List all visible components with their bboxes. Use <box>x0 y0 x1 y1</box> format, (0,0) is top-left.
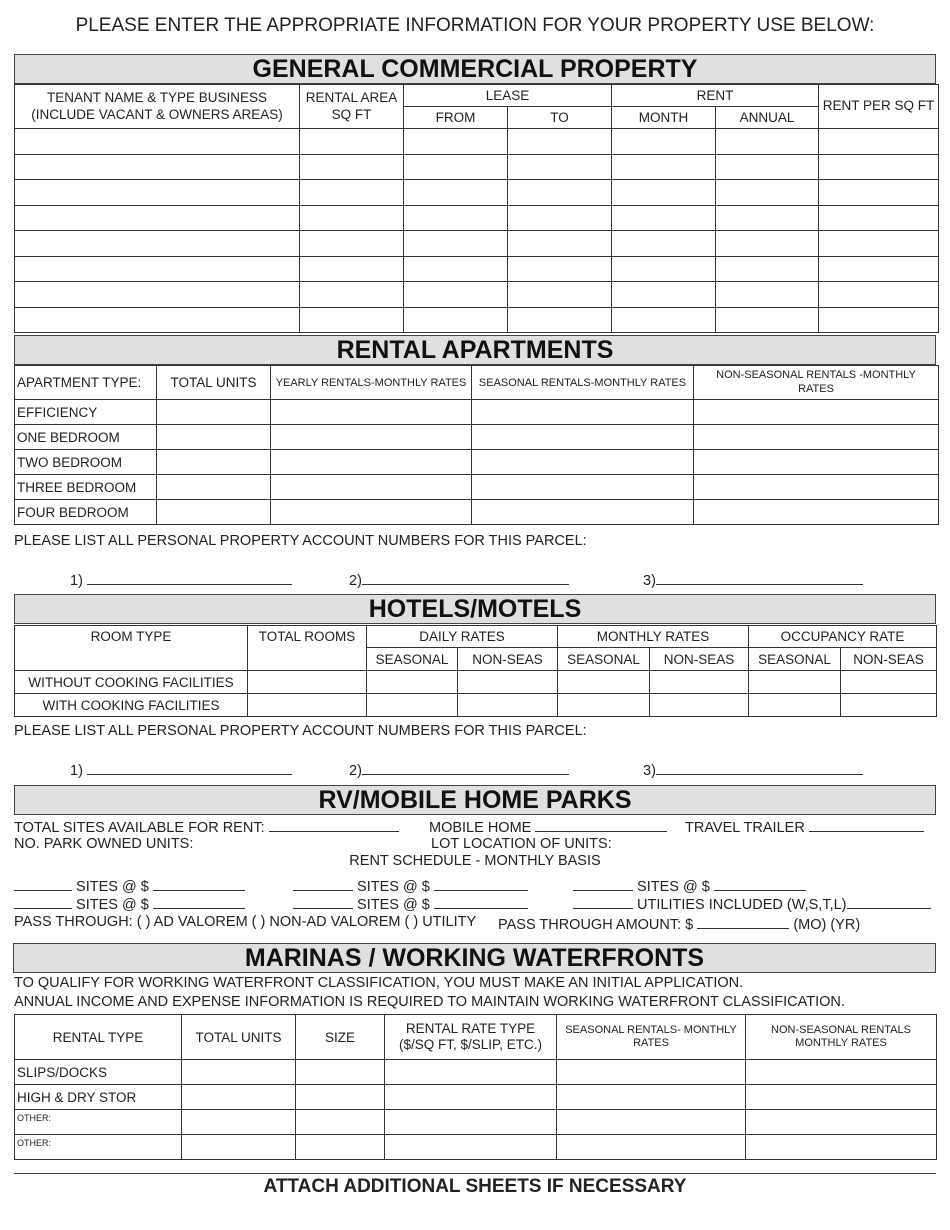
utilities-label: UTILITIES INCLUDED (W,S,T,L) <box>637 897 847 913</box>
col-nonseasonal-header: NON-SEASONAL RENTALS MONTHLY RATES <box>746 1015 937 1060</box>
lease-to-cell[interactable] <box>508 256 612 282</box>
commercial-section-title: GENERAL COMMERCIAL PROPERTY <box>14 54 936 84</box>
account-number-2 <box>349 570 569 589</box>
rate-type-cell[interactable] <box>385 1110 557 1135</box>
account-number-1b <box>70 760 292 779</box>
table-row <box>15 450 939 475</box>
rent-month-cell[interactable] <box>612 282 716 308</box>
rent-sqft-cell[interactable] <box>819 205 939 231</box>
rate-cell[interactable] <box>841 694 937 717</box>
rental-type-other-label: OTHER: <box>15 1110 182 1135</box>
units-cell[interactable] <box>157 400 271 425</box>
rate-cell[interactable] <box>749 671 841 694</box>
account-numbers-prompt-2: PLEASE LIST ALL PERSONAL PROPERTY ACCOUNT NUMBERS FOR THIS PARCEL: <box>14 723 587 739</box>
col-tenant-header: TENANT NAME & TYPE BUSINESS (INCLUDE VACANT & OWNERS AREAS) <box>15 85 300 129</box>
table-row <box>15 425 939 450</box>
units-cell[interactable] <box>157 450 271 475</box>
rate-cell[interactable] <box>458 671 558 694</box>
col-monthly-rates-header: MONTHLY RATES <box>558 626 749 648</box>
nonseasonal-cell[interactable] <box>694 425 939 450</box>
marinas-note-1: TO QUALIFY FOR WORKING WATERFRONT CLASSIFICATION, YOU MUST MAKE AN INITIAL APPLICATION. <box>14 975 744 991</box>
col-month-header: MONTH <box>612 107 716 129</box>
area-cell[interactable] <box>300 231 404 257</box>
sites-rate-field[interactable] <box>153 894 245 909</box>
sites-count-field[interactable] <box>573 876 633 891</box>
rate-cell[interactable] <box>367 671 458 694</box>
col-lease-header: LEASE <box>404 85 612 107</box>
rate-cell[interactable] <box>558 694 650 717</box>
area-cell[interactable] <box>300 307 404 333</box>
account-number-3b-label: 3) <box>643 763 656 779</box>
account-number-3b-field[interactable] <box>656 760 863 775</box>
rate-cell[interactable] <box>367 694 458 717</box>
park-owned-label: NO. PARK OWNED UNITS: <box>14 836 194 852</box>
travel-trailer-label: TRAVEL TRAILER <box>685 820 805 836</box>
col-apartment-type-header: APARTMENT TYPE: <box>15 366 157 400</box>
units-cell[interactable] <box>182 1110 296 1135</box>
sites-count-field[interactable] <box>14 876 72 891</box>
seasonal-cell[interactable] <box>472 400 694 425</box>
lot-location-label: LOT LOCATION OF UNITS: <box>431 836 612 852</box>
pass-through-options[interactable]: PASS THROUGH: ( ) AD VALOREM ( ) NON-AD VALOREM ( ) UTILITY <box>14 914 477 930</box>
account-number-3 <box>643 570 863 589</box>
lease-from-cell[interactable] <box>404 256 508 282</box>
table-row <box>15 154 939 180</box>
seasonal-cell[interactable] <box>557 1085 746 1110</box>
apartment-type-label: ONE BEDROOM <box>15 425 157 450</box>
rental-type-label: HIGH & DRY STOR <box>15 1085 182 1110</box>
table-row <box>15 231 939 257</box>
sites-count-field[interactable] <box>14 894 72 909</box>
col-total-rooms-header: TOTAL ROOMS <box>248 626 367 671</box>
yearly-cell[interactable] <box>271 400 472 425</box>
col-rental-type-header: RENTAL TYPE <box>15 1015 182 1060</box>
travel-trailer-line <box>685 817 924 836</box>
rent-month-cell[interactable] <box>612 180 716 206</box>
rent-sqft-cell[interactable] <box>819 180 939 206</box>
table-row <box>15 129 939 155</box>
footer-note: ATTACH ADDITIONAL SHEETS IF NECESSARY <box>263 1176 687 1197</box>
table-row <box>15 1135 937 1160</box>
sites-rate-5 <box>293 894 528 913</box>
nonseasonal-cell[interactable] <box>694 400 939 425</box>
daily-seasonal-header: SEASONAL <box>367 648 458 671</box>
lease-to-cell[interactable] <box>508 307 612 333</box>
rent-annual-cell[interactable] <box>716 231 819 257</box>
sites-at-label: SITES @ $ <box>357 879 430 895</box>
footer-divider <box>14 1173 936 1174</box>
col-occupancy-header: OCCUPANCY RATE <box>749 626 937 648</box>
rent-annual-cell[interactable] <box>716 180 819 206</box>
sites-rate-field[interactable] <box>434 894 528 909</box>
yearly-cell[interactable] <box>271 450 472 475</box>
col-nonseasonal-header: NON-SEASONAL RENTALS -MONTHLY RATES <box>694 366 939 400</box>
rent-annual-cell[interactable] <box>716 129 819 155</box>
table-row <box>15 1110 937 1135</box>
account-number-3-label: 3) <box>643 573 656 589</box>
rent-sqft-cell[interactable] <box>819 256 939 282</box>
account-number-2b-label: 2) <box>349 763 362 779</box>
lease-to-cell[interactable] <box>508 231 612 257</box>
occupancy-seasonal-header: SEASONAL <box>749 648 841 671</box>
table-row <box>15 694 937 717</box>
area-cell[interactable] <box>300 154 404 180</box>
commercial-entry-rows <box>15 129 939 333</box>
mobile-home-field[interactable] <box>535 817 667 832</box>
pass-through-amount-line <box>498 914 860 933</box>
table-row <box>15 475 939 500</box>
utilities-field[interactable] <box>847 894 931 909</box>
col-daily-rates-header: DAILY RATES <box>367 626 558 648</box>
col-annual-header: ANNUAL <box>716 107 819 129</box>
rent-month-cell[interactable] <box>612 129 716 155</box>
table-row <box>15 180 939 206</box>
nonseasonal-cell[interactable] <box>694 500 939 525</box>
col-rate-type-header: RENTAL RATE TYPE ($/SQ FT, $/SLIP, ETC.) <box>385 1015 557 1060</box>
lease-to-cell[interactable] <box>508 205 612 231</box>
hotels-section-title: HOTELS/MOTELS <box>14 594 936 624</box>
tenant-cell[interactable] <box>15 154 300 180</box>
apartment-type-label: FOUR BEDROOM <box>15 500 157 525</box>
sites-rate-field[interactable] <box>434 876 528 891</box>
rooms-cell[interactable] <box>248 671 367 694</box>
rate-type-cell[interactable] <box>385 1060 557 1085</box>
seasonal-cell[interactable] <box>472 500 694 525</box>
col-rent-sqft-header: RENT PER SQ FT <box>819 85 939 129</box>
seasonal-cell[interactable] <box>557 1060 746 1085</box>
total-sites-label: TOTAL SITES AVAILABLE FOR RENT: <box>14 820 265 836</box>
rent-month-cell[interactable] <box>612 307 716 333</box>
rate-cell[interactable] <box>558 671 650 694</box>
account-number-2-label: 2) <box>349 573 362 589</box>
units-cell[interactable] <box>157 475 271 500</box>
col-yearly-header: YEARLY RENTALS-MONTHLY RATES <box>271 366 472 400</box>
table-row <box>15 205 939 231</box>
marinas-section-title: MARINAS / WORKING WATERFRONTS <box>13 943 936 973</box>
travel-trailer-field[interactable] <box>809 817 924 832</box>
account-number-1b-label: 1) <box>70 763 83 779</box>
utilities-line <box>573 894 931 913</box>
area-cell[interactable] <box>300 180 404 206</box>
units-cell[interactable] <box>157 500 271 525</box>
units-cell[interactable] <box>182 1085 296 1110</box>
rooms-cell[interactable] <box>248 694 367 717</box>
tenant-cell[interactable] <box>15 256 300 282</box>
room-type-label: WITH COOKING FACILITIES <box>15 694 248 717</box>
lease-from-cell[interactable] <box>404 205 508 231</box>
apartment-type-label: TWO BEDROOM <box>15 450 157 475</box>
hotels-table <box>14 625 937 717</box>
marinas-note-2: ANNUAL INCOME AND EXPENSE INFORMATION IS REQUIRED TO MAINTAIN WORKING WATERFRONT CLASSIFICATION. <box>14 994 845 1010</box>
seasonal-cell[interactable] <box>472 475 694 500</box>
col-area-header: RENTAL AREA SQ FT <box>300 85 404 129</box>
table-row <box>15 282 939 308</box>
sites-at-label: SITES @ $ <box>357 897 430 913</box>
rate-cell[interactable] <box>458 694 558 717</box>
rent-sqft-cell[interactable] <box>819 282 939 308</box>
account-number-2-field[interactable] <box>362 570 569 585</box>
col-total-units-header: TOTAL UNITS <box>182 1015 296 1060</box>
rent-schedule-heading: RENT SCHEDULE - MONTHLY BASIS <box>349 853 601 869</box>
rent-month-cell[interactable] <box>612 256 716 282</box>
units-cell[interactable] <box>182 1135 296 1160</box>
yearly-cell[interactable] <box>271 500 472 525</box>
size-cell[interactable] <box>296 1085 385 1110</box>
account-number-1b-field[interactable] <box>87 760 292 775</box>
col-seasonal-header: SEASONAL RENTALS- MONTHLY RATES <box>557 1015 746 1060</box>
monthly-nonseas-header: NON-SEAS <box>650 648 749 671</box>
utilities-count-field[interactable] <box>573 894 633 909</box>
col-rent-header: RENT <box>612 85 819 107</box>
rental-type-other-label: OTHER: <box>15 1135 182 1160</box>
apartment-type-label: THREE BEDROOM <box>15 475 157 500</box>
rate-type-cell[interactable] <box>385 1085 557 1110</box>
rent-month-cell[interactable] <box>612 231 716 257</box>
sites-rate-field[interactable] <box>714 876 806 891</box>
rental-type-label: SLIPS/DOCKS <box>15 1060 182 1085</box>
rent-annual-cell[interactable] <box>716 307 819 333</box>
col-to-header: TO <box>508 107 612 129</box>
yearly-cell[interactable] <box>271 425 472 450</box>
total-sites-line <box>14 817 399 836</box>
lease-from-cell[interactable] <box>404 154 508 180</box>
size-cell[interactable] <box>296 1110 385 1135</box>
units-cell[interactable] <box>182 1060 296 1085</box>
account-number-1-label: 1) <box>70 573 83 589</box>
pass-through-amount-field[interactable] <box>697 914 789 929</box>
sites-rate-1 <box>14 876 245 895</box>
col-seasonal-header: SEASONAL RENTALS-MONTHLY RATES <box>472 366 694 400</box>
tenant-cell[interactable] <box>15 205 300 231</box>
marinas-table <box>14 1014 937 1160</box>
rate-cell[interactable] <box>841 671 937 694</box>
rent-annual-cell[interactable] <box>716 205 819 231</box>
rate-type-cell[interactable] <box>385 1135 557 1160</box>
yearly-cell[interactable] <box>271 475 472 500</box>
size-cell[interactable] <box>296 1135 385 1160</box>
intro-instruction: PLEASE ENTER THE APPROPRIATE INFORMATION FOR YOUR PROPERTY USE BELOW: <box>75 15 875 36</box>
account-number-3-field[interactable] <box>656 570 863 585</box>
account-number-1-field[interactable] <box>87 570 292 585</box>
mobile-home-label: MOBILE HOME <box>429 820 532 836</box>
tenant-cell[interactable] <box>15 129 300 155</box>
tenant-cell[interactable] <box>15 307 300 333</box>
table-row <box>15 1060 937 1085</box>
rent-sqft-cell[interactable] <box>819 154 939 180</box>
sites-at-label: SITES @ $ <box>76 897 149 913</box>
area-cell[interactable] <box>300 129 404 155</box>
nonseasonal-cell[interactable] <box>746 1085 937 1110</box>
rent-sqft-cell[interactable] <box>819 231 939 257</box>
area-cell[interactable] <box>300 205 404 231</box>
rv-section-title: RV/MOBILE HOME PARKS <box>14 785 936 815</box>
table-row <box>15 307 939 333</box>
lease-to-cell[interactable] <box>508 154 612 180</box>
table-row <box>15 500 939 525</box>
room-type-label: WITHOUT COOKING FACILITIES <box>15 671 248 694</box>
seasonal-cell[interactable] <box>472 425 694 450</box>
seasonal-cell[interactable] <box>557 1110 746 1135</box>
rent-month-cell[interactable] <box>612 154 716 180</box>
sites-rate-field[interactable] <box>153 876 245 891</box>
rent-annual-cell[interactable] <box>716 256 819 282</box>
sites-count-field[interactable] <box>293 876 353 891</box>
table-row <box>15 256 939 282</box>
lease-from-cell[interactable] <box>404 180 508 206</box>
units-cell[interactable] <box>157 425 271 450</box>
lease-from-cell[interactable] <box>404 282 508 308</box>
pass-through-amount-label: PASS THROUGH AMOUNT: $ <box>498 917 694 933</box>
tenant-cell[interactable] <box>15 180 300 206</box>
occupancy-nonseas-header: NON-SEAS <box>841 648 937 671</box>
lease-to-cell[interactable] <box>508 282 612 308</box>
rent-month-cell[interactable] <box>612 205 716 231</box>
account-number-1 <box>70 570 292 589</box>
rate-cell[interactable] <box>749 694 841 717</box>
nonseasonal-cell[interactable] <box>746 1135 937 1160</box>
tenant-cell[interactable] <box>15 282 300 308</box>
lease-to-cell[interactable] <box>508 180 612 206</box>
table-row <box>15 400 939 425</box>
account-number-3b <box>643 760 863 779</box>
sites-count-field[interactable] <box>293 894 353 909</box>
mobile-home-line <box>429 817 667 836</box>
seasonal-cell[interactable] <box>557 1135 746 1160</box>
area-cell[interactable] <box>300 256 404 282</box>
monthly-seasonal-header: SEASONAL <box>558 648 650 671</box>
rent-annual-cell[interactable] <box>716 154 819 180</box>
nonseasonal-cell[interactable] <box>694 475 939 500</box>
rent-annual-cell[interactable] <box>716 282 819 308</box>
size-cell[interactable] <box>296 1060 385 1085</box>
sites-rate-2 <box>293 876 528 895</box>
apartment-type-label: EFFICIENCY <box>15 400 157 425</box>
lease-from-cell[interactable] <box>404 231 508 257</box>
area-cell[interactable] <box>300 282 404 308</box>
apartments-table <box>14 365 939 525</box>
rate-cell[interactable] <box>650 694 749 717</box>
mo-yr-label[interactable]: (MO) (YR) <box>793 917 861 933</box>
rent-sqft-cell[interactable] <box>819 307 939 333</box>
rate-cell[interactable] <box>650 671 749 694</box>
sites-rate-4 <box>14 894 245 913</box>
col-room-type-header: ROOM TYPE <box>15 626 248 671</box>
total-sites-field[interactable] <box>269 817 399 832</box>
nonseasonal-cell[interactable] <box>694 450 939 475</box>
rent-sqft-cell[interactable] <box>819 129 939 155</box>
lease-from-cell[interactable] <box>404 307 508 333</box>
account-number-2b <box>349 760 569 779</box>
table-row <box>15 671 937 694</box>
apartments-section-title: RENTAL APARTMENTS <box>14 335 936 365</box>
nonseasonal-cell[interactable] <box>746 1060 937 1085</box>
seasonal-cell[interactable] <box>472 450 694 475</box>
lease-to-cell[interactable] <box>508 129 612 155</box>
lease-from-cell[interactable] <box>404 129 508 155</box>
col-from-header: FROM <box>404 107 508 129</box>
nonseasonal-cell[interactable] <box>746 1110 937 1135</box>
account-number-2b-field[interactable] <box>362 760 569 775</box>
daily-nonseas-header: NON-SEAS <box>458 648 558 671</box>
col-total-units-header: TOTAL UNITS <box>157 366 271 400</box>
account-numbers-prompt: PLEASE LIST ALL PERSONAL PROPERTY ACCOUNT NUMBERS FOR THIS PARCEL: <box>14 533 587 549</box>
sites-at-label: SITES @ $ <box>76 879 149 895</box>
sites-rate-3 <box>573 876 806 895</box>
table-row <box>15 1085 937 1110</box>
commercial-table <box>14 84 939 333</box>
col-size-header: SIZE <box>296 1015 385 1060</box>
sites-at-label: SITES @ $ <box>637 879 710 895</box>
tenant-cell[interactable] <box>15 231 300 257</box>
